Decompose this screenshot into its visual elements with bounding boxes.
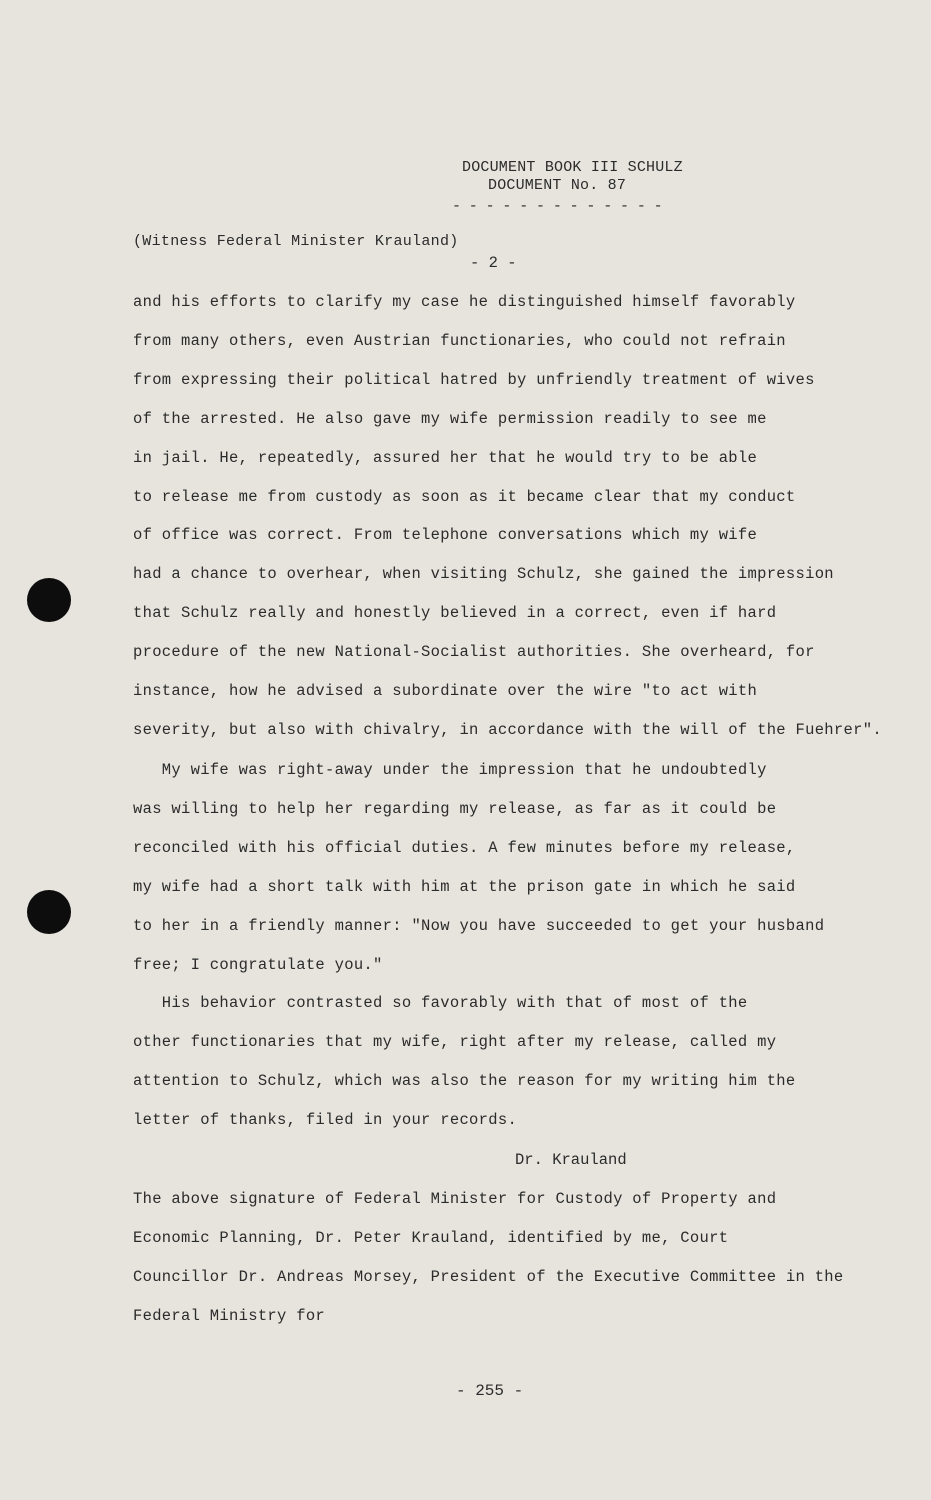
- signature: Dr. Krauland: [515, 1151, 627, 1169]
- document-number: DOCUMENT No. 87: [488, 177, 627, 194]
- text-line: attention to Schulz, which was also the reason for my writing him the: [133, 1072, 796, 1090]
- text-line: Federal Ministry for: [133, 1307, 326, 1325]
- text-line: from expressing their political hatred by unfriendly treatment of wives: [133, 370, 815, 389]
- text-line: free; I congratulate you.": [133, 955, 383, 974]
- text-line: The above signature of Federal Minister for Custody of Property and: [133, 1190, 777, 1208]
- text-line: in jail. He, repeatedly, assured her that he would try to be able: [133, 448, 758, 467]
- text-line: of office was correct. From telephone conversations which my wife: [133, 526, 758, 545]
- text-line: my wife had a short talk with him at the prison gate in which he said: [133, 877, 796, 896]
- witness-line: (Witness Federal Minister Krauland): [133, 233, 459, 250]
- text-line: reconciled with his official duties. A few minutes before my release,: [133, 838, 796, 857]
- page-marker: - 2 -: [470, 254, 517, 272]
- text-line: to release me from custody as soon as it became clear that my conduct: [133, 487, 796, 506]
- text-line: was willing to help her regarding my release, as far as it could be: [133, 799, 777, 818]
- text-line: and his efforts to clarify my case he distinguished himself favorably: [133, 293, 796, 311]
- text-line: His behavior contrasted so favorably with that of most of the: [133, 994, 748, 1012]
- text-line: had a chance to overhear, when visiting Schulz, she gained the impression: [133, 565, 834, 584]
- text-line: other functionaries that my wife, right after my release, called my: [133, 1033, 777, 1051]
- text-line: Economic Planning, Dr. Peter Krauland, identified by me, Court: [133, 1229, 729, 1247]
- punch-hole-bottom: [27, 890, 71, 934]
- text-line: procedure of the new National-Socialist authorities. She overheard, for: [133, 643, 815, 662]
- document-book-title: DOCUMENT BOOK III SCHULZ: [462, 159, 683, 176]
- text-line: My wife was right-away under the impression that he undoubtedly: [133, 761, 767, 779]
- text-line: letter of thanks, filed in your records.: [133, 1111, 518, 1129]
- text-line: that Schulz really and honestly believed in a correct, even if hard: [133, 604, 777, 623]
- header-rule: - - - - - - - - - - - - -: [452, 198, 663, 215]
- text-line: severity, but also with chivalry, in accordance with the will of the Fuehrer".: [133, 720, 882, 739]
- text-line: to her in a friendly manner: "Now you have succeeded to get your husband: [133, 916, 825, 935]
- text-line: from many others, even Austrian functionaries, who could not refrain: [133, 331, 786, 350]
- page-number: - 255 -: [456, 1382, 524, 1400]
- text-line: of the arrested. He also gave my wife permission readily to see me: [133, 409, 767, 428]
- text-line: Councillor Dr. Andreas Morsey, President of the Executive Committee in the: [133, 1268, 844, 1286]
- text-line: instance, how he advised a subordinate over the wire "to act with: [133, 682, 758, 700]
- punch-hole-top: [27, 578, 71, 622]
